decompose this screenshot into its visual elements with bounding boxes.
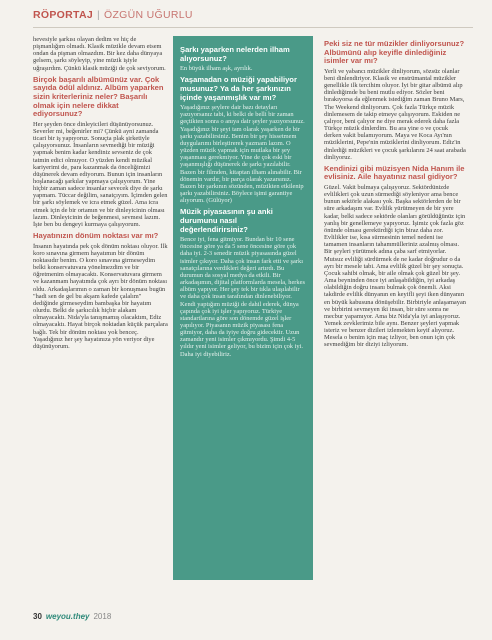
page-header [33, 9, 193, 21]
column-left [33, 36, 168, 352]
magazine-logo: weyou.they [45, 612, 90, 621]
question-heading: Yaşamadan o müziği yapabiliyor musunuz? Ya da her şarkınızın içinde yaşanmışlık var mı? [180, 75, 297, 102]
answer-paragraph: Her şeyden önce dinleyicileri düşünüyorsunuz. Severler mi, beğenirler mi? Çünkü ayni zamanda ticari bir iş yapıyoruz. Sonuçta plak şirketiyle çalışıyorsunuz. İnsanların sevmediği bir müziği yapmak benim kadar kendiniz sevseniz de çok tatmin edici olmuyor. O yüzden kendi müzikal kariyerimi de, para kazanmak da önceliğimizi düşünerek devam ediyorum. Bunun için insanların hoşlanacağı şarkılar yapmaya çalışıyorum. Yine hiçbir zaman sadece insanlar sevecek diye de şarkı yapmam. Tüccar değilim, sanatçıyım. İçimden gelen bir şarkı söylemek ve icra etmek güzel. Ama icra etmek için de bir ortamın ve bir dinleyicinin olması lazım. Dinleyicinin de beğenmesi, sevmesi lazım. İşte ben bu dengeyi kurmaya çalışıyorum. [33, 120, 168, 228]
answer-paragraph: Bence iyi, fena gitmiyor. Bundan bir 10 sene öncesine göre ya da 5 sene öncesine göre çok daha iyi. 2-3 senedir müzik piyasasında güzel isimler çıkıyor. Daha çok insan fark etti ve şarkı sanatçılarına verdikleri değeri artırdı. Bu durumun da sosyal medya da etkili. Bir arkadaşımın, dijital platformlarda mesela, herkes albüm yapıyor. Her şey tek bir tıkla ulaşılabilir ve daha çok insan tarafından dinlenebiliyor. Kendi yaptığım müziği de dahil ederek, dünya çapında çok iyi işler yapıyoruz. Türkiye standartlarına göre son dönemde güzel işler yapılıyor. Piyasanın müzik piyasası fena gitmiyor, daha da iyiye doğru gidecektir. Uzun zamandır yeni isimler çıkmıyordu. Şimdi 4-5 yıldır yeni isimler geliyor, bu bizim için çok iyi. Daha iyi diyebiliriz. [180, 236, 305, 358]
answer-paragraph: Güzel. Vakit bulmaya çalışıyoruz. Sektördünizde evlilikleri çok uzun sürmediği söyleniyor ama bence bunun sektörle alakası yok. Başka sektörlerden de bir süre arkadaşım var. Evlilik yürütmeyen de bir yere kadar, belki sadece sektörde olanları görüldüğünüz için yanlış bir genellemeye yapıyoruz. İşimiz çok fazla göz önünde olması gerektirdiği için biraz daha zor. Evlilikler ise, kısa sürmesinin temel nedeni ise tamamen insanların tahammülleriniz azalmış olması. Bir şeyleri yürütmek adına çaba sarf etmiyorlar. Mutsuz evliliği sürdürmek de ne kadar doğrudur o da ayrı bir mesele tabi. Ama evlilik güzel bir şey sonuçta. Çocuk sahibi olmak, bir aile olmak çok güzel bir şey. Ama beyninden önce iyi anlaşabildiğin, iyi arkadaş olabildiğin doğru insanı bulmak çok önemli. Aksi takdirde evlilik dünyanın en keyifli şeyi iken dünyanın en büyük kabusuna dönüşebilir. Birbiriyle anlaşamayan ve birbirini sevmeyen iki insan, bir süre sonra ne mecbur yapamıyor. Ama biz Nida'yla iyi anlaşıyoruz. Yemek zevklerimiz bile aynı. Benzer şeyleri yapmak isteriz ve benzer dizileri izlemekten keyif alıyoruz. Mesela o benim için maç izliyor, ben onun için çok sevmediğim bir diziyi izliyorum. [324, 184, 466, 349]
column-right [324, 36, 466, 351]
question-heading: Şarkı yaparken nelerden ilham alıyorsunuz? [180, 45, 290, 63]
question-heading: Birçok başarılı albümünüz var. Çok sayıda ödül aldınız. Albüm yaparken sizin kriterleriniz neler? Başarılı olmak için nelere dikkat ediyorsunuz? [33, 74, 164, 119]
column-middle-highlight [173, 36, 313, 580]
question-heading: Müzik piyasasının şu anki durumunu nasıl değerlendirirsiniz? [180, 207, 273, 234]
page-number: 30 [33, 612, 42, 621]
section-title: RÖPORTAJ [33, 9, 93, 21]
interviewee-name: ÖZGÜN UĞURLU [104, 9, 193, 21]
question-heading: Peki siz ne tür müzikler dinliyorsunuz? Albümünü alıp keyifle dinlediğiniz isimler var mı? [324, 39, 465, 66]
question-heading: Hayatınızın dönüm noktası var mı? [33, 231, 159, 241]
answer-paragraph: hevesiyle şarkısı olayan dedim ve hiç de pişmanlığım olmadı. Klasik müzikle devam etsem ondan da pişman olmazdım. Bir kez daha dünyaya gelsem, şarkı söyleyip, yine müzik işiyle uğraşırdım. Çünkü klasik müziği de çok seviyorum. [33, 36, 166, 72]
issue-year: 2018 [93, 612, 112, 621]
answer-paragraph: Yaşadığınız şeylere dair bazı detayları yazıyorsanız tabi, ki belki de belli bir zaman geçtikten sonra o anıya dair şeyler yazıyorsunuz. Yaşadığınız bir şeyi tam olarak yaşarken de bir şarkı yazabilirsiniz. Benim bir şey hissetmem duygularımı birleştirerek yazmam lazım. O yüzden müzik yapmak için mutlaka bir şey yaşanması gerekmiyor. Yine de çok eski bir yaşanmışlığı düşünerek de şarkı yazılabilir. Bazen bir filmden, kitaptan ilham alınabilir. Bir dönemin vardır, bir parça olarak yazarsınız. Bazen bir şarkının sözünden, müzikten etkilenip şarkı yazabilirsiniz. Böylece işimi garantiye alıyorum. (Gülüyor) [180, 104, 305, 205]
question-heading: Kendinizi gibi müzisyen Nida Hanım ile evlisiniz. Aile hayatınız nasıl gidiyor? [324, 163, 465, 182]
page-footer [33, 612, 111, 621]
header-rule [33, 27, 473, 28]
answer-paragraph: En büyük ilham aşk, ayrılık. [180, 65, 253, 73]
header-divider: | [96, 9, 100, 21]
answer-paragraph: İnsanın hayatında pek çok dönüm noktası oluyor. İlk koro sınavına girmem hayatımın bir dönüm noktasıdır benim. O koro sınavına girmeseydim belki konservatuvara yönelmezdim ve bir öğretmenim olmayacaktı. Konservatuvara girmem ve kazanmam hayatımda çok ayrı bir dönüm noktası oldu. Arkadaşlarımın o zaman bir konuşması bugün "hadi sen de gel bu akşam kafede çalalım" dediğinde girmeseydim bambaşka bir hayatım olurdu. Belki de şarkıcılık hiçbir alakam olmayacaktı. Nida'yla tanışmamış olacaktım, Ediz olmayacaktı. Hayat birçok noktadan küçük parçalara bağlı. Tek bir dönüm noktası yok benceç. Yaşadığınız her şey hayatınıza yön veriyor diye düşünüyorum. [33, 242, 168, 350]
answer-paragraph: Yerli ve yabancı müzikler dinliyorum, sözsüz olanlar beni dinlendiriyor. Klasik ve enstrümantal müzikler genellikle ilk tercihim oluyor. İyi bir gitar albümü alıp dinlediğimde bu beni mutlu ediyor. Sözler beni bırakıyorsa da eğlenmek istediğim zaman Bruno Mars, The Weekend dinliyorum. Çok fazla Türkçe müzik dinlemesem de takip etmeye çalışıyorum. Eskiden ne çalıyor, beni çalıyor ne diye merak ederek daha fazla Türkçe müzik dinlerdim. Bu ara yine o ve çocuk derken vakit bulamıyorum. Maya ve Koca Ayı'nın müziklerini, Pepe'nin müziklerini dinliyorum. Ediz'in dinlediği müzikleri ve çocuk şarkılarını 24 saat arabada dinliyoruz. [324, 67, 466, 161]
